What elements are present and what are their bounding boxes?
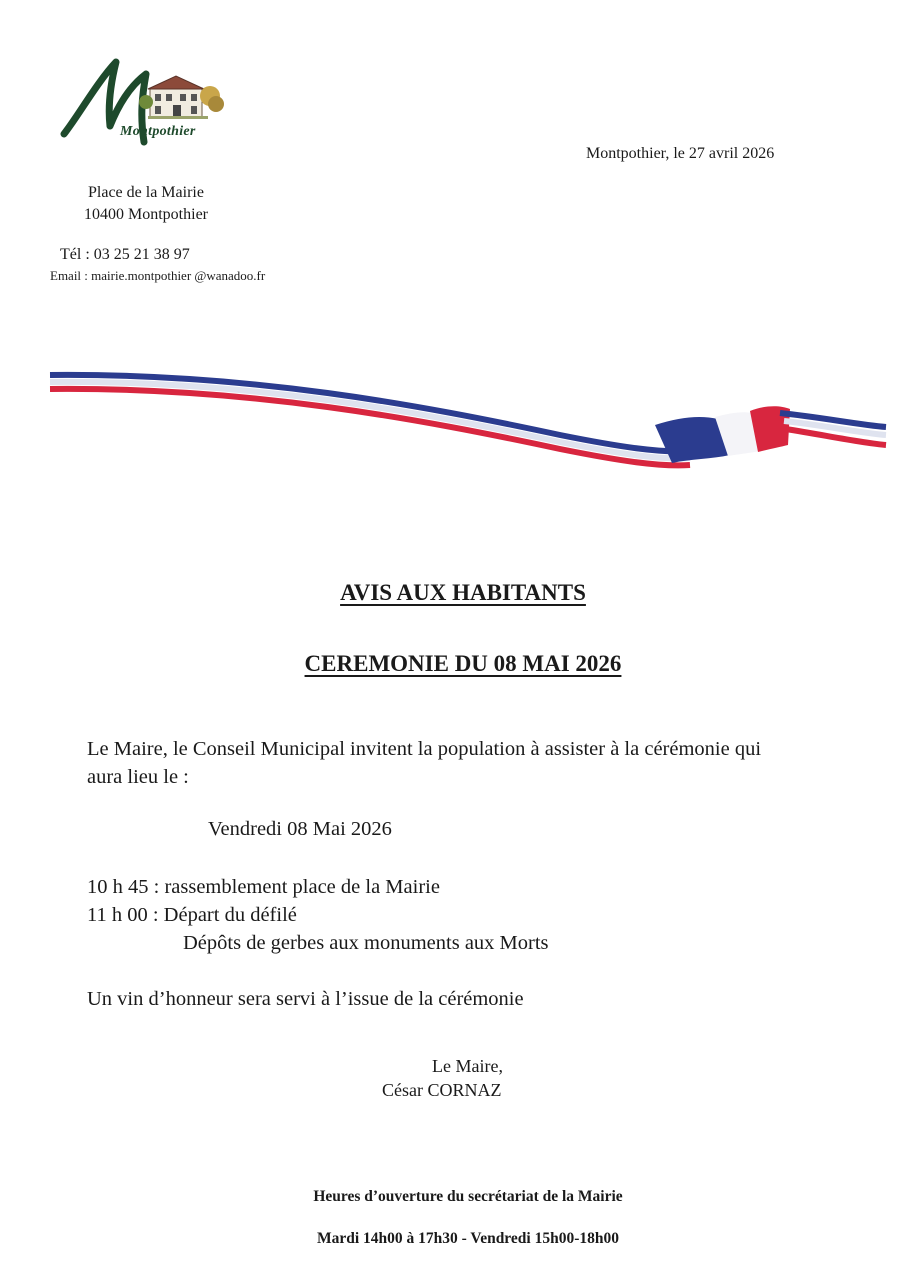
logo-town-name: Montpothier bbox=[120, 124, 196, 139]
address-line-1: Place de la Mairie bbox=[88, 184, 204, 201]
address-line-2: 10400 Montpothier bbox=[84, 206, 208, 223]
closing-paragraph: Un vin d’honneur sera servi à l’issue de la cérémonie bbox=[87, 988, 524, 1010]
office-hours-title: Heures d’ouverture du secrétariat de la Mairie bbox=[313, 1188, 623, 1205]
schedule-item: Dépôts de gerbes aux monuments aux Morts bbox=[183, 932, 549, 954]
french-flag-ribbon-icon bbox=[0, 355, 900, 485]
event-date: Vendredi 08 Mai 2026 bbox=[208, 818, 392, 840]
signature-title: Le Maire, bbox=[432, 1056, 503, 1076]
phone-number: Tél : 03 25 21 38 97 bbox=[60, 246, 190, 263]
schedule-item: 10 h 45 : rassemblement place de la Mairie bbox=[87, 876, 440, 898]
email-address: Email : mairie.montpothier @wanadoo.fr bbox=[50, 268, 266, 283]
invitation-paragraph: Le Maire, le Conseil Municipal invitent la population à assister à la cérémonie qui aura lieu le : bbox=[87, 738, 762, 788]
ceremony-title: CEREMONIE DU 08 MAI 2026 bbox=[304, 651, 622, 676]
letter-date: Montpothier, le 27 avril 2026 bbox=[586, 145, 775, 162]
notice-title: AVIS AUX HABITANTS bbox=[340, 580, 586, 605]
town-hall-logo-icon bbox=[58, 56, 228, 156]
town-logo bbox=[58, 56, 228, 156]
tricolor-ribbon bbox=[0, 355, 900, 485]
signature-name: César CORNAZ bbox=[382, 1080, 502, 1100]
schedule-item: 11 h 00 : Départ du défilé bbox=[87, 904, 297, 926]
office-hours: Mardi 14h00 à 17h30 - Vendredi 15h00-18h00 bbox=[316, 1230, 619, 1247]
